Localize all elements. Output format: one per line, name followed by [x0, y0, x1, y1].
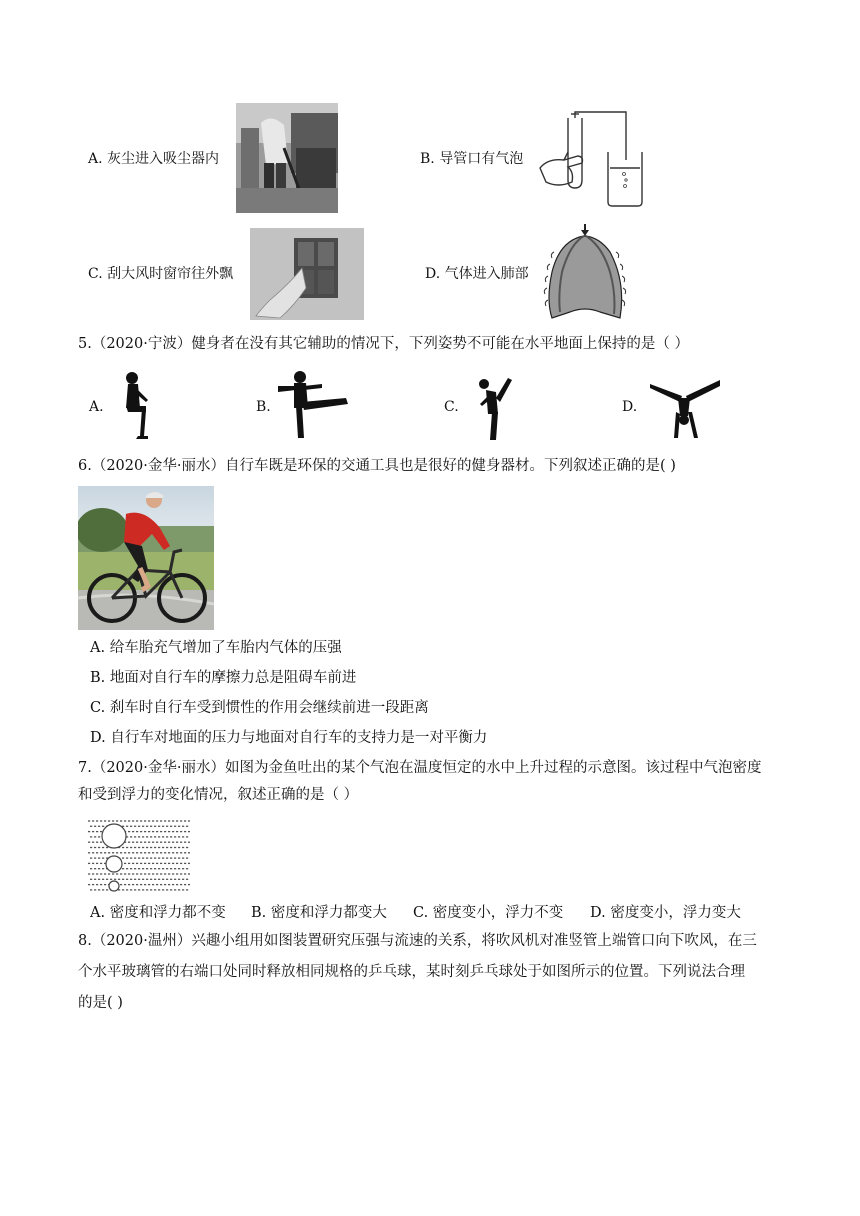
- bubble-3: [109, 881, 119, 891]
- vacuum-cleaner-photo: [236, 103, 338, 213]
- handstand-split-pose-silhouette: [648, 378, 722, 440]
- sitting-pose-silhouette: [108, 370, 156, 440]
- q5-option-d: D.: [622, 399, 638, 415]
- q5-option-a: A.: [89, 399, 104, 415]
- cyclist-photo: [78, 486, 214, 630]
- q4-option-b: B. 导管口有气泡: [420, 151, 524, 167]
- q5-stem: 5.（2020·宁波）健身者在没有其它辅助的情况下，下列姿势不可能在水平地面上保持的是（ ）: [78, 336, 689, 352]
- q4-option-a: A. 灰尘进入吸尘器内: [88, 151, 220, 167]
- vertical-split-pose-silhouette: [476, 374, 516, 442]
- q7-option-a: A. 密度和浮力都不变: [90, 905, 226, 921]
- q5-option-b: B.: [256, 399, 271, 415]
- q6-option-d: D. 自行车对地面的压力与地面对自行车的支持力是一对平衡力: [90, 730, 488, 746]
- q7-stem-line-1: 7.（2020·金华·丽水）如图为金鱼吐出的某个气泡在温度恒定的水中上升过程的示意图。该过程中气泡密度: [78, 760, 762, 776]
- q6-stem: 6.（2020·金华·丽水）自行车既是环保的交通工具也是很好的健身器材。下列叙述正确的是( ): [78, 458, 676, 474]
- rising-bubble-diagram: [86, 818, 190, 894]
- q8-stem-line-3: 的是( ): [78, 995, 123, 1011]
- q7-option-d: D. 密度变小，浮力变大: [590, 905, 741, 921]
- q8-stem-line-2: 个水平玻璃管的右端口处同时释放相同规格的乒乓球，某时刻乒乓球处于如图所示的位置。下列说法合理: [78, 964, 745, 980]
- q7-option-b: B. 密度和浮力都变大: [251, 905, 387, 921]
- q6-option-a: A. 给车胎充气增加了车胎内气体的压强: [90, 640, 342, 656]
- q7-stem-line-2: 和受到浮力的变化情况，叙述正确的是（ ）: [78, 787, 359, 803]
- window-curtain-photo: [250, 228, 364, 320]
- q4-option-c: C. 刮大风时窗帘往外飘: [88, 266, 234, 282]
- q6-option-b: B. 地面对自行车的摩擦力总是阻碍车前进: [90, 670, 357, 686]
- bubble-2: [106, 856, 122, 872]
- q5-option-c: C.: [444, 399, 459, 415]
- test-tube-bubbles-diagram: [538, 110, 650, 210]
- bubble-1: [102, 824, 126, 848]
- q7-option-c: C. 密度变小，浮力不变: [413, 905, 564, 921]
- leg-raise-pose-silhouette: [274, 370, 350, 440]
- q4-option-d: D. 气体进入肺部: [425, 266, 529, 282]
- q6-option-c: C. 刹车时自行车受到惯性的作用会继续前进一段距离: [90, 700, 429, 716]
- lung-diagram: [540, 222, 630, 322]
- q8-stem-line-1: 8.（2020·温州）兴趣小组用如图装置研究压强与流速的关系，将吹风机对准竖管上端管口向下吹风，在三: [78, 933, 757, 949]
